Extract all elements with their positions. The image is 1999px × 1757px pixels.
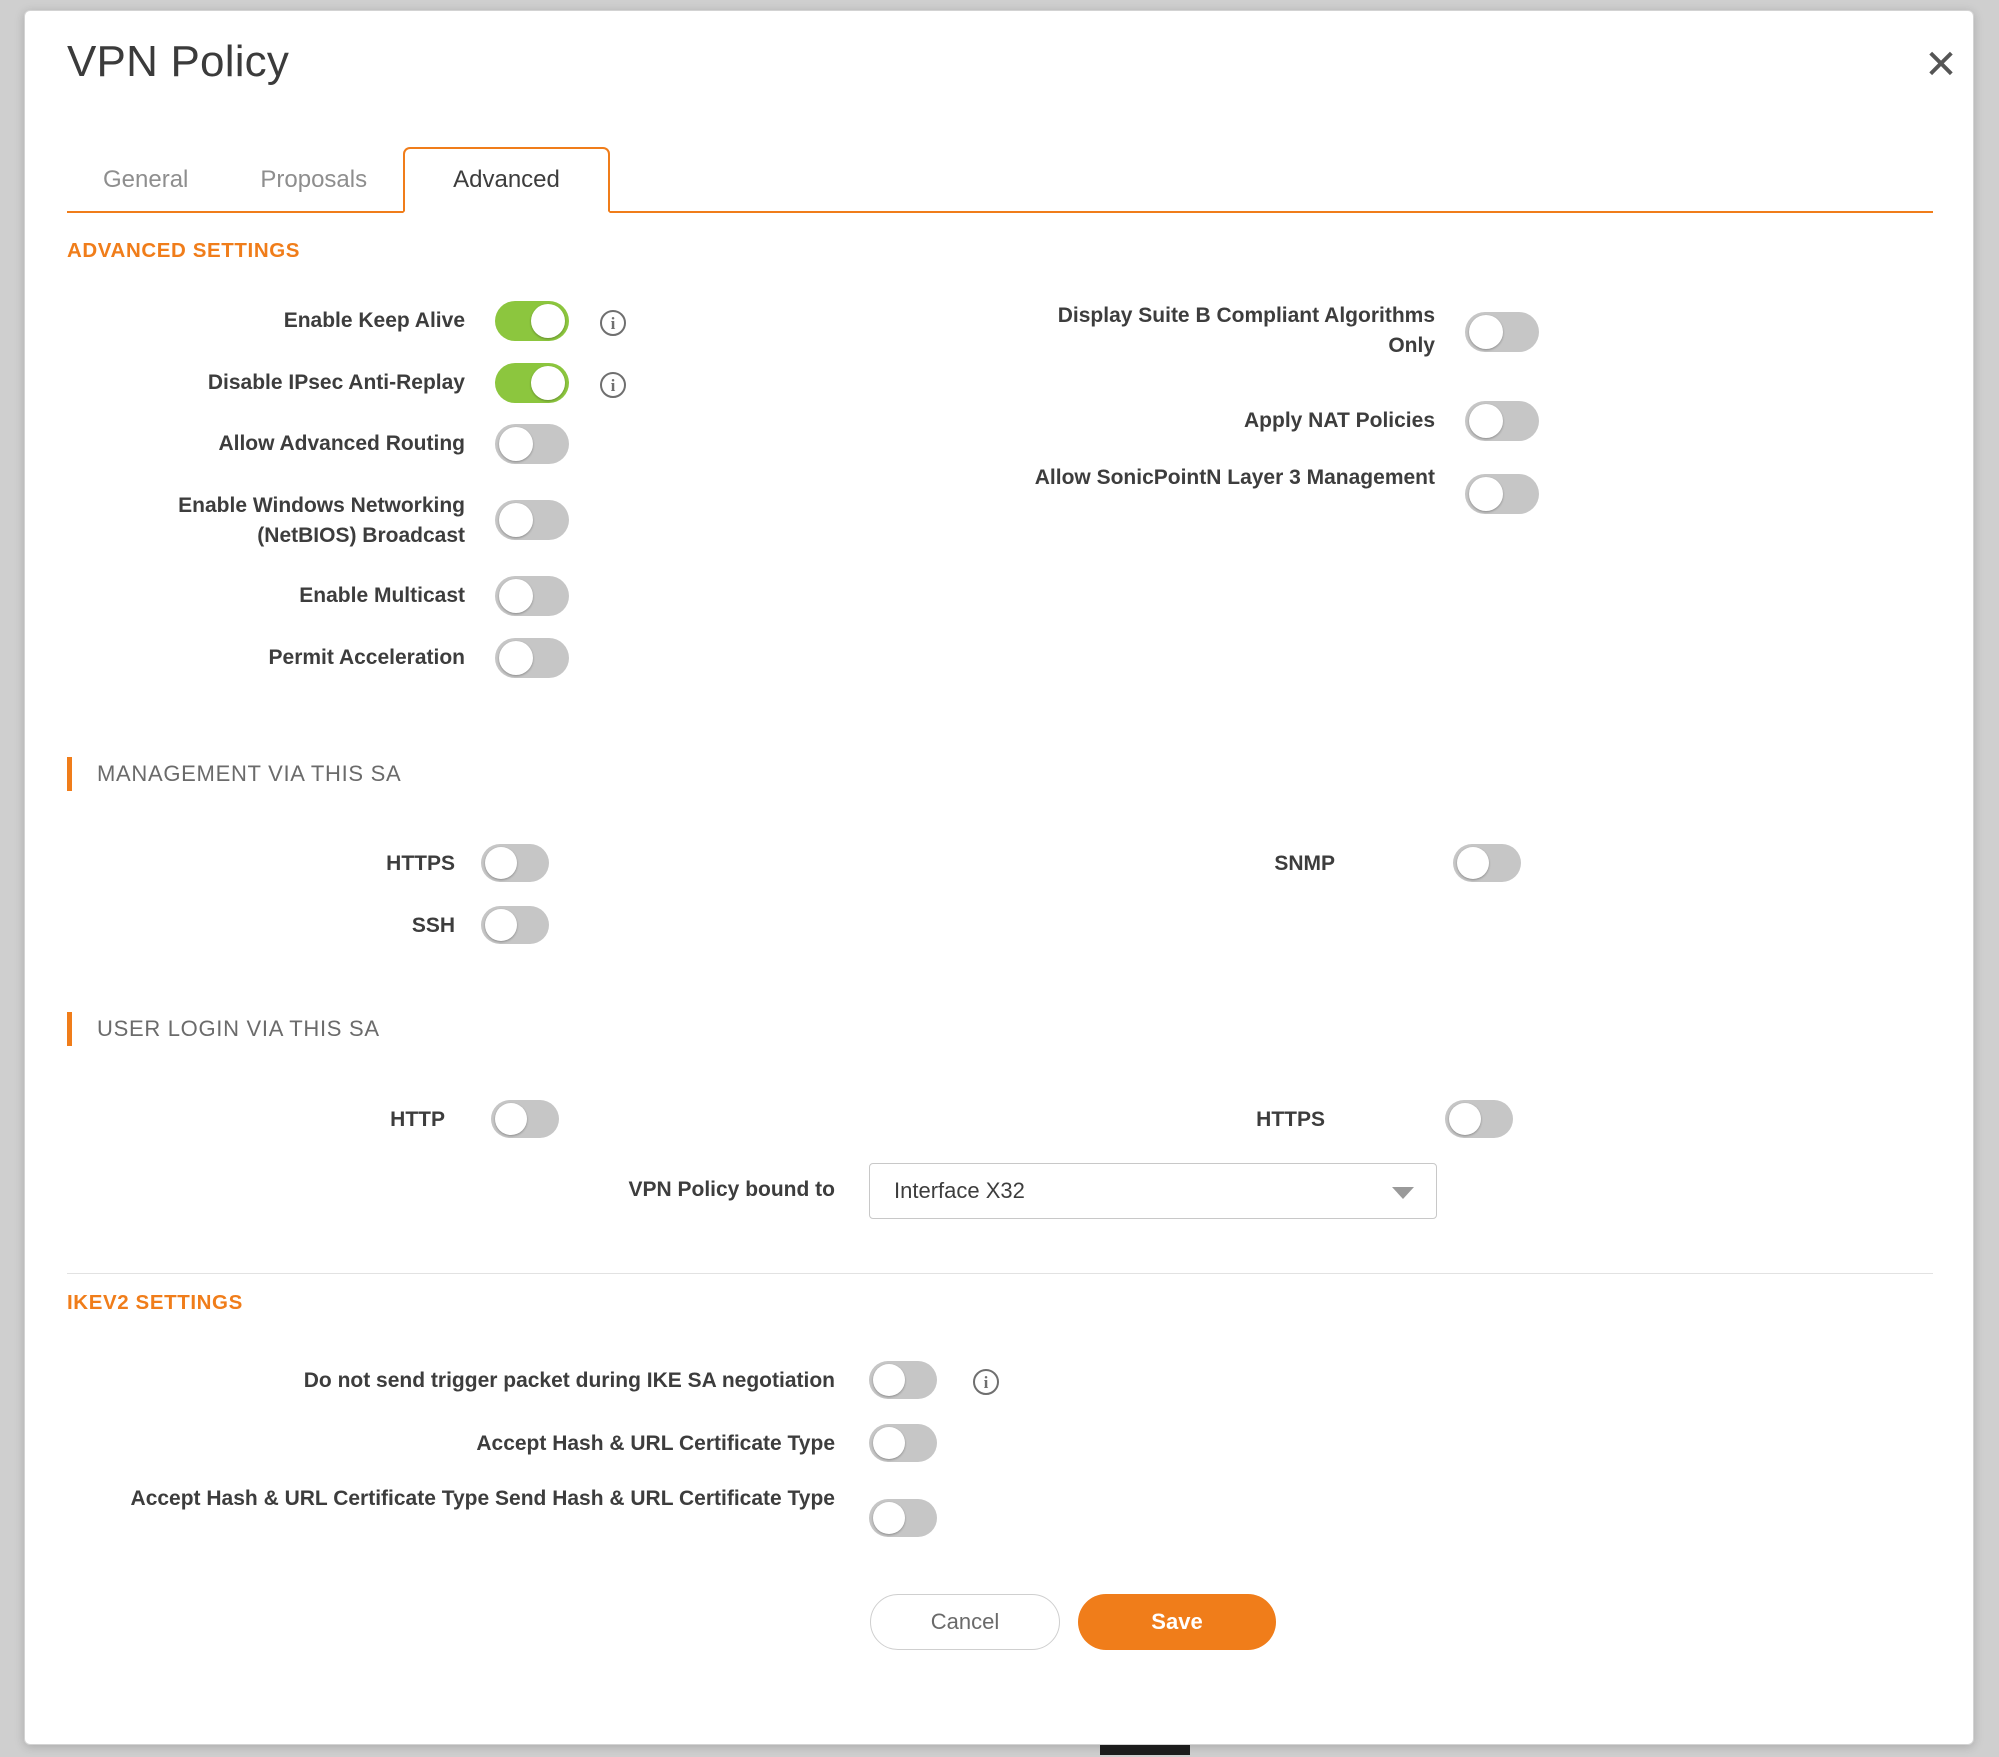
toggle-no-trigger-packet[interactable] bbox=[869, 1361, 937, 1399]
label-management-snmp: SNMP bbox=[1274, 852, 1335, 875]
tab-general[interactable]: General bbox=[103, 166, 189, 193]
toggle-management-snmp[interactable] bbox=[1453, 844, 1521, 882]
label-allow-advanced-routing: Allow Advanced Routing bbox=[218, 432, 465, 455]
label-vpn-policy-bound-to: VPN Policy bound to bbox=[628, 1178, 835, 1201]
tab-bar bbox=[67, 151, 1933, 213]
label-allow-sonicpointn-layer3: Allow SonicPointN Layer 3 Management bbox=[1034, 466, 1435, 489]
label-management-ssh: SSH bbox=[411, 914, 455, 937]
label-enable-netbios-broadcast: Enable Windows Networking (NetBIOS) Broadcast bbox=[178, 494, 465, 547]
toggle-allow-sonicpointn-layer3[interactable] bbox=[1465, 474, 1539, 514]
label-accept-send-hash-url-cert: Accept Hash & URL Certificate Type Send Hash & URL Certificate Type bbox=[130, 1487, 835, 1510]
tab-proposals[interactable]: Proposals bbox=[260, 166, 368, 193]
label-user-login-http: HTTP bbox=[390, 1108, 445, 1131]
info-icon-enable-keep-alive[interactable]: i bbox=[600, 310, 626, 336]
close-icon[interactable]: ✕ bbox=[1924, 43, 1958, 87]
info-icon-disable-ipsec-anti-replay[interactable]: i bbox=[600, 372, 626, 398]
label-apply-nat-policies: Apply NAT Policies bbox=[1244, 409, 1435, 432]
label-no-trigger-packet: Do not send trigger packet during IKE SA negotiation bbox=[303, 1369, 835, 1392]
toggle-enable-keep-alive[interactable] bbox=[495, 301, 569, 341]
toggle-disable-ipsec-anti-replay[interactable] bbox=[495, 363, 569, 403]
label-enable-multicast: Enable Multicast bbox=[299, 584, 465, 607]
user-login-section-heading: USER LOGIN VIA THIS SA bbox=[67, 1016, 380, 1042]
label-permit-acceleration: Permit Acceleration bbox=[268, 646, 465, 669]
tab-advanced[interactable]: Advanced bbox=[403, 147, 610, 213]
toggle-management-ssh[interactable] bbox=[481, 906, 549, 944]
toggle-apply-nat-policies[interactable] bbox=[1465, 401, 1539, 441]
toggle-user-login-https[interactable] bbox=[1445, 1100, 1513, 1138]
toggle-allow-advanced-routing[interactable] bbox=[495, 424, 569, 464]
label-management-https: HTTPS bbox=[386, 852, 455, 875]
advanced-settings-heading: ADVANCED SETTINGS bbox=[67, 239, 301, 262]
chevron-down-icon bbox=[1392, 1187, 1414, 1199]
label-user-login-https: HTTPS bbox=[1256, 1108, 1325, 1131]
taskbar-sliver bbox=[1100, 1745, 1190, 1755]
label-disable-ipsec-anti-replay: Disable IPsec Anti-Replay bbox=[207, 371, 465, 394]
toggle-permit-acceleration[interactable] bbox=[495, 638, 569, 678]
label-accept-hash-url-cert: Accept Hash & URL Certificate Type bbox=[476, 1432, 835, 1455]
toggle-enable-netbios-broadcast[interactable] bbox=[495, 500, 569, 540]
management-section-heading: MANAGEMENT VIA THIS SA bbox=[67, 761, 401, 787]
toggle-user-login-http[interactable] bbox=[491, 1100, 559, 1138]
label-enable-keep-alive: Enable Keep Alive bbox=[283, 309, 465, 332]
toggle-management-https[interactable] bbox=[481, 844, 549, 882]
vpn-policy-bound-to-value: Interface X32 bbox=[894, 1178, 1025, 1203]
label-display-suite-b: Display Suite B Compliant Algorithms Only bbox=[1057, 304, 1435, 357]
save-button[interactable]: Save bbox=[1078, 1594, 1276, 1650]
page-title: VPN Policy bbox=[67, 37, 290, 86]
cancel-button[interactable]: Cancel bbox=[870, 1594, 1060, 1650]
info-icon-no-trigger-packet[interactable]: i bbox=[973, 1369, 999, 1395]
vpn-policy-dialog bbox=[24, 10, 1974, 1745]
vpn-policy-bound-to-select[interactable] bbox=[869, 1163, 1437, 1219]
toggle-display-suite-b[interactable] bbox=[1465, 312, 1539, 352]
section-divider bbox=[67, 1273, 1933, 1274]
ikev2-settings-heading: IKEV2 SETTINGS bbox=[67, 1291, 243, 1314]
toggle-accept-send-hash-url-cert[interactable] bbox=[869, 1499, 937, 1537]
toggle-enable-multicast[interactable] bbox=[495, 576, 569, 616]
toggle-accept-hash-url-cert[interactable] bbox=[869, 1424, 937, 1462]
